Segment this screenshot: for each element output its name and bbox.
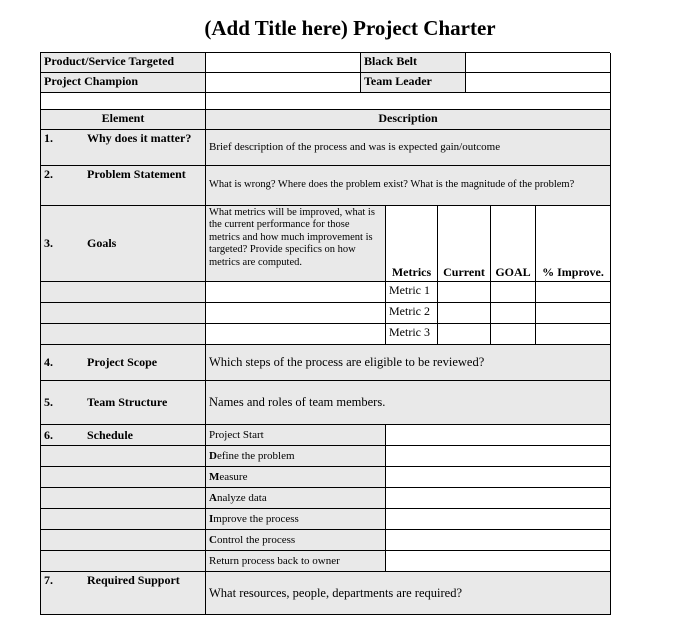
goals-label-cell (41, 206, 206, 282)
schedule-date-field[interactable] (386, 509, 611, 530)
table-row-metric-2 (41, 303, 610, 324)
schedule-item-lead: A (209, 491, 217, 504)
support-label: Required Support (87, 573, 180, 587)
schedule-item-measure (206, 467, 386, 488)
scope-label-cell (41, 345, 206, 381)
team-leader-label: Team Leader (361, 73, 466, 93)
table-header-row (41, 110, 610, 130)
element-column-header: Element (41, 110, 206, 130)
goals-label: Goals (87, 236, 117, 251)
metric-1-improve-field[interactable] (536, 282, 611, 303)
black-belt-value-field[interactable] (466, 53, 611, 73)
schedule-item-lead: M (209, 470, 220, 483)
description-column-header: Description (206, 110, 611, 130)
project-champion-value-field[interactable] (206, 73, 361, 93)
metric-2-desc-field[interactable] (206, 303, 386, 324)
spacer-right-cell[interactable] (206, 93, 611, 110)
charter-table (40, 52, 610, 615)
table-row-goals (41, 206, 610, 282)
schedule-item-lead: I (209, 512, 214, 525)
metric-3-current-field[interactable] (438, 324, 491, 345)
metric-1-goal-field[interactable] (491, 282, 536, 303)
goals-description: What metrics will be improved, what is the current performance for those metrics and how much improvement is targeted? Provide specifics on how metrics are computed. (206, 206, 386, 282)
metric-1-current-field[interactable] (438, 282, 491, 303)
metric-3-desc-field[interactable] (206, 324, 386, 345)
metric-2-label: Metric 2 (386, 303, 438, 324)
why-description: Brief description of the process and was is expected gain/outcome (206, 130, 611, 166)
element-filler-cell (41, 530, 206, 551)
table-row-schedule-define (41, 446, 610, 467)
schedule-date-field[interactable] (386, 551, 611, 572)
table-row-schedule-return (41, 551, 610, 572)
schedule-date-field[interactable] (386, 488, 611, 509)
schedule-item-text: Project Start (209, 428, 264, 441)
metric-1-desc-field[interactable] (206, 282, 386, 303)
table-row-scope (41, 345, 610, 381)
metrics-column-header: Metrics (386, 206, 438, 282)
team-label: Team Structure (87, 395, 168, 410)
table-row-champion-teamleader (41, 73, 610, 93)
schedule-date-field[interactable] (386, 530, 611, 551)
metric-3-label: Metric 3 (386, 324, 438, 345)
spacer-left-cell[interactable] (41, 93, 206, 110)
team-leader-value-field[interactable] (466, 73, 611, 93)
schedule-item-text: nalyze data (216, 491, 267, 504)
team-number: 5. (44, 395, 53, 410)
element-filler-cell (41, 551, 206, 572)
table-row-schedule-measure (41, 467, 610, 488)
schedule-item-control (206, 530, 386, 551)
goal-column-header: GOAL (491, 206, 536, 282)
element-filler-cell (41, 488, 206, 509)
schedule-label: Schedule (87, 427, 134, 442)
schedule-item-project-start (206, 425, 386, 446)
metric-3-improve-field[interactable] (536, 324, 611, 345)
schedule-number: 6. (44, 427, 53, 442)
metric-3-goal-field[interactable] (491, 324, 536, 345)
support-number: 7. (44, 573, 53, 587)
problem-label-cell (41, 166, 206, 206)
table-row-schedule-control (41, 530, 610, 551)
table-row-problem (41, 166, 610, 206)
table-row-metric-1 (41, 282, 610, 303)
schedule-item-text: mprove the process (213, 512, 299, 525)
problem-number: 2. (44, 167, 53, 181)
schedule-item-return (206, 551, 386, 572)
metric-1-label: Metric 1 (386, 282, 438, 303)
schedule-date-field[interactable] (386, 425, 611, 446)
table-row-spacer (41, 93, 610, 110)
schedule-item-text: ontrol the process (216, 533, 296, 546)
product-service-value-field[interactable] (206, 53, 361, 73)
schedule-item-improve (206, 509, 386, 530)
element-filler-cell (41, 303, 206, 324)
scope-label: Project Scope (87, 355, 158, 370)
schedule-item-lead: C (209, 533, 217, 546)
current-column-header: Current (438, 206, 491, 282)
team-description: Names and roles of team members. (206, 381, 611, 425)
metric-2-goal-field[interactable] (491, 303, 536, 324)
element-filler-cell (41, 446, 206, 467)
schedule-date-field[interactable] (386, 446, 611, 467)
schedule-date-field[interactable] (386, 467, 611, 488)
element-filler-cell (41, 282, 206, 303)
project-champion-label: Project Champion (41, 73, 206, 93)
table-row-product-blackbelt (41, 53, 610, 73)
schedule-item-text: easure (219, 470, 248, 483)
problem-label: Problem Statement (87, 167, 186, 181)
goals-number: 3. (44, 236, 53, 251)
scope-description: Which steps of the process are eligible to be reviewed? (206, 345, 611, 381)
support-description: What resources, people, departments are required? (206, 572, 611, 615)
element-filler-cell (41, 467, 206, 488)
schedule-item-analyze (206, 488, 386, 509)
why-label-cell (41, 130, 206, 166)
problem-description: What is wrong? Where does the problem exist? What is the magnitude of the problem? (206, 166, 611, 206)
table-row-schedule-analyze (41, 488, 610, 509)
schedule-item-lead: D (209, 449, 217, 462)
element-filler-cell (41, 324, 206, 345)
element-filler-cell (41, 509, 206, 530)
page-title[interactable]: (Add Title here) Project Charter (204, 16, 496, 40)
support-label-cell (41, 572, 206, 615)
schedule-item-text: Return process back to owner (209, 554, 340, 567)
why-label: Why does it matter? (87, 131, 192, 145)
product-service-label: Product/Service Targeted (41, 53, 206, 73)
metric-2-improve-field[interactable] (536, 303, 611, 324)
table-row-team (41, 381, 610, 425)
scope-number: 4. (44, 355, 53, 370)
table-row-schedule-improve (41, 509, 610, 530)
metric-2-current-field[interactable] (438, 303, 491, 324)
schedule-item-text: efine the problem (216, 449, 295, 462)
schedule-label-cell (41, 425, 206, 446)
table-row-metric-3 (41, 324, 610, 345)
table-row-why (41, 130, 610, 166)
why-number: 1. (44, 131, 53, 145)
black-belt-label: Black Belt (361, 53, 466, 73)
table-row-support (41, 572, 610, 615)
table-row-schedule (41, 425, 610, 446)
team-label-cell (41, 381, 206, 425)
improve-column-header: % Improve. (536, 206, 611, 282)
schedule-item-define (206, 446, 386, 467)
